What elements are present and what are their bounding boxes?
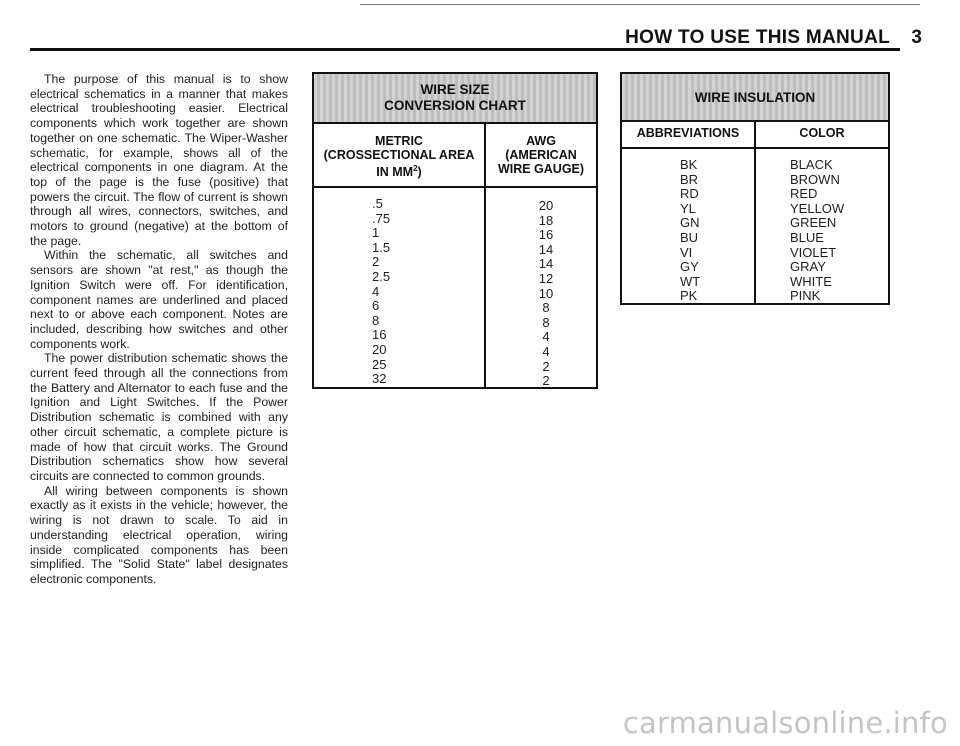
header-line: WIRE GAUGE)	[497, 162, 585, 176]
table-cell-metric: 6	[372, 298, 380, 314]
table-cell-color: WHITE	[790, 273, 832, 289]
column-divider	[754, 120, 756, 303]
table-title-line: CONVERSION CHART	[384, 98, 526, 113]
table-cell-awg: 8	[542, 300, 550, 316]
table-title-line: WIRE SIZE	[420, 82, 490, 97]
table-cell-metric: 1.5	[372, 239, 391, 255]
column-header-abbreviations: ABBREVIATIONS	[636, 126, 740, 140]
table-cell-metric: .75	[372, 210, 391, 226]
watermark: carmanualsonline.info	[622, 706, 948, 740]
table-cell-metric: 1	[372, 225, 380, 241]
table-cell-color: BROWN	[790, 171, 840, 187]
abbreviation-values	[680, 158, 740, 304]
header-text: )	[417, 165, 422, 180]
table-cell-color: GRAY	[790, 259, 826, 275]
table-cell-awg: 8	[542, 314, 550, 330]
metric-values	[372, 197, 432, 387]
table-title: WIRE INSULATION	[622, 74, 888, 122]
table-cell-awg: 4	[542, 329, 550, 345]
table-cell-awg: 18	[538, 212, 554, 228]
table-cell-color: BLACK	[790, 157, 833, 172]
table-cell-color: VIOLET	[790, 244, 837, 260]
table-cell-awg: 4	[542, 343, 550, 359]
table-cell-color: GREEN	[790, 215, 837, 231]
paragraph: All wiring between components is shown exactly as it exists in the vehicle; however, the wiring is not drawn to scale. To aid in understanding electrical operation, wiring inside complicated components has been simplified. The "Solid State" label designates electronic components.	[30, 483, 288, 586]
table-cell-metric: 20	[372, 341, 387, 357]
table-cell-abbreviation: BU	[680, 229, 699, 245]
awg-values	[524, 199, 568, 389]
column-header-color: COLOR	[799, 126, 845, 140]
table-cell-abbreviation: VI	[680, 244, 693, 260]
header-line: AWG	[526, 134, 556, 148]
table-cell-metric: 8	[372, 312, 380, 328]
table-cell-metric: 2.5	[372, 268, 391, 284]
table-cell-metric: .5	[372, 196, 383, 211]
table-cell-color: RED	[790, 186, 818, 202]
header-line: METRIC	[375, 134, 423, 148]
table-cell-metric: 25	[372, 356, 387, 372]
table-cell-abbreviation: BR	[680, 171, 699, 187]
header-line: (AMERICAN	[505, 148, 577, 162]
wire-insulation-table	[620, 72, 890, 305]
table-cell-metric: 16	[372, 327, 387, 343]
column-header-awg	[486, 134, 596, 176]
table-cell-abbreviation: GN	[680, 215, 700, 231]
paragraph: Within the schematic, all switches and sensors are shown "at rest," as though the Ignition Switch were off. For identification, component names are underlined and placed next to or above each component. Notes are included, describing how switches and other components work.	[30, 248, 288, 351]
table-title	[314, 74, 596, 124]
paragraph: The power distribution schematic shows the current feed through all the connections from the Battery and Alternator to each fuse and the Ignition and Light Switches. If the Power Distribution schematic is combined with any other circuit schematic, a complete picture is made of how that circuit works. The Ground Distribution schematics show how several circuits are connected to common grounds.	[30, 351, 288, 483]
table-cell-awg: 12	[538, 270, 554, 286]
header-text: IN MM	[376, 165, 414, 180]
page-title: HOW TO USE THIS MANUAL	[625, 27, 890, 48]
table-cell-awg: 10	[538, 285, 554, 301]
header-rule	[30, 48, 900, 51]
table-cell-color: BLUE	[790, 229, 824, 245]
column-header-metric	[314, 134, 484, 179]
column-divider	[484, 124, 486, 387]
page-number: 3	[911, 27, 922, 48]
table-cell-awg: 16	[538, 227, 554, 243]
table-cell-awg: 14	[538, 256, 554, 272]
table-cell-abbreviation: RD	[680, 186, 699, 202]
table-cell-metric: 2	[372, 254, 380, 270]
table-cell-awg: 2	[542, 373, 550, 389]
table-cell-color: YELLOW	[790, 200, 845, 216]
header-divider	[314, 186, 596, 188]
table-cell-awg: 2	[542, 358, 550, 374]
header-line: (CROSSECTIONAL AREA	[323, 148, 475, 162]
superscript: 2	[413, 164, 418, 173]
top-thin-rule	[360, 4, 920, 5]
wire-size-conversion-table	[312, 72, 598, 389]
table-cell-awg: 20	[538, 198, 554, 213]
table-cell-abbreviation: WT	[680, 273, 701, 289]
table-cell-abbreviation: GY	[680, 259, 699, 275]
body-text	[30, 72, 288, 587]
table-cell-metric: 4	[372, 283, 380, 299]
table-cell-abbreviation: YL	[680, 200, 696, 216]
table-cell-metric: 32	[372, 371, 387, 387]
table-cell-abbreviation: PK	[680, 288, 698, 304]
table-cell-awg: 14	[538, 241, 554, 257]
table-cell-abbreviation: BK	[680, 157, 698, 172]
paragraph: The purpose of this manual is to show electrical schematics in a manner that makes electrical troubleshooting easier. Electrical components which work together are shown together on one schematic. The Wiper-Washer schematic, for example, shows all of the electrical components in one diagram. At the top of the page is the fuse (positive) that powers the circuit. The flow of current is shown through all wires, connectors, switches, and motors to ground (negative) at the bottom of the page.	[30, 72, 288, 248]
table-cell-color: PINK	[790, 288, 821, 304]
header-line	[314, 162, 484, 179]
color-values	[790, 158, 880, 304]
